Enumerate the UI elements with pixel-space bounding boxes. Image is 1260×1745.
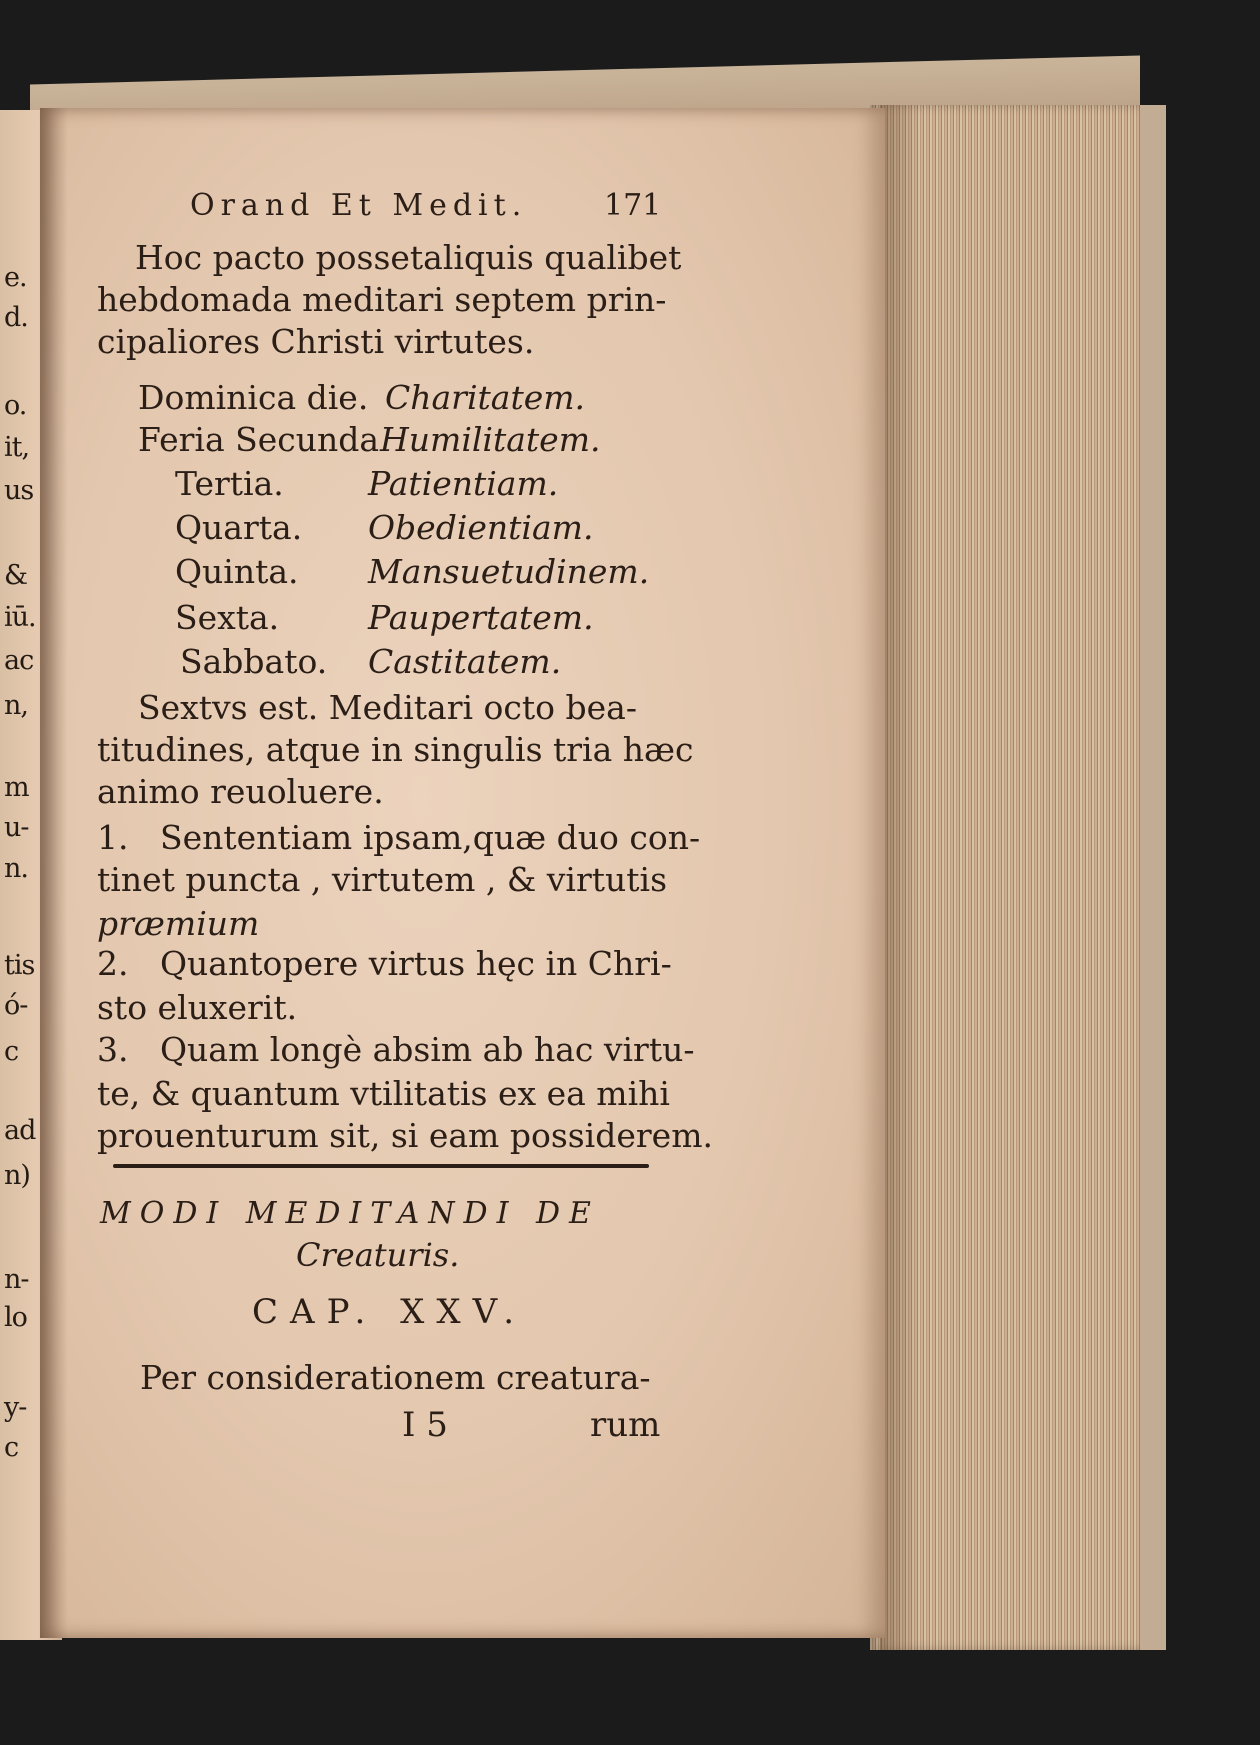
left-page-text-fragment: o. xyxy=(4,390,27,421)
body-line: animo reuoluere. xyxy=(97,772,384,811)
left-page-text-fragment: m xyxy=(4,772,29,803)
schedule-day: Feria Secunda xyxy=(138,420,380,459)
schedule-virtue: Castitatem. xyxy=(368,642,562,681)
page-number: 171 xyxy=(604,188,662,223)
left-page-text-fragment: y- xyxy=(4,1392,27,1423)
body-line: cipaliores Christi virtutes. xyxy=(97,322,535,361)
point-number: 2. xyxy=(97,944,129,983)
section-title: MODI MEDITANDI DE xyxy=(100,1196,600,1231)
left-page-text-fragment: iū. xyxy=(4,602,36,633)
schedule-day: Tertia. xyxy=(175,464,284,503)
chapter-heading: CAP. XXV. xyxy=(252,1292,526,1332)
catchword: rum xyxy=(590,1405,661,1445)
left-page-text-fragment: n- xyxy=(4,1264,29,1295)
page-gutter xyxy=(40,108,68,1638)
schedule-day: Dominica die. xyxy=(138,378,369,417)
schedule-virtue: Mansuetudinem. xyxy=(368,552,650,591)
left-page-text-fragment: n, xyxy=(4,690,28,721)
schedule-day: Sexta. xyxy=(175,598,280,637)
point-line: præmium xyxy=(97,904,260,943)
fore-edge-shadow xyxy=(880,105,920,1650)
left-page-text-fragment: us xyxy=(4,475,34,506)
section-divider-rule xyxy=(113,1164,649,1168)
running-head: Orand Et Medit. xyxy=(190,188,528,223)
section-title-continued: Creaturis. xyxy=(296,1236,460,1274)
left-page-text-fragment: tis xyxy=(4,950,35,981)
schedule-day: Quarta. xyxy=(175,508,303,547)
point-number: 1. xyxy=(97,818,129,857)
schedule-virtue: Patientiam. xyxy=(368,464,559,503)
point-line: tinet puncta , virtutem , & virtutis xyxy=(97,860,668,899)
left-page-text-fragment: lo xyxy=(4,1302,27,1333)
signature-mark: I 5 xyxy=(402,1405,448,1445)
left-page-text-fragment: n. xyxy=(4,853,28,884)
left-page-text-fragment: ad xyxy=(4,1115,36,1146)
schedule-virtue: Charitatem. xyxy=(385,378,586,417)
body-line: hebdomada meditari septem prin- xyxy=(97,280,667,319)
schedule-day: Quinta. xyxy=(175,552,299,591)
point-line: sto eluxerit. xyxy=(97,988,298,1027)
left-page-text-fragment: & xyxy=(4,560,28,591)
point-line: Quam longè absim ab hac virtu- xyxy=(160,1030,695,1069)
left-page-text-fragment: e. xyxy=(4,262,27,293)
left-page-text-fragment: n) xyxy=(4,1160,30,1191)
left-page-text-fragment: it, xyxy=(4,432,30,463)
schedule-virtue: Obedientiam. xyxy=(368,508,594,547)
schedule-day: Sabbato. xyxy=(180,642,328,681)
left-page-text-fragment: ó- xyxy=(4,990,28,1021)
left-page-text-fragment: c xyxy=(4,1432,19,1463)
point-number: 3. xyxy=(97,1030,129,1069)
body-line: Per considerationem creatura- xyxy=(140,1358,651,1397)
left-page-text-fragment: c xyxy=(4,1036,19,1067)
point-line: Quantopere virtus hęc in Chri- xyxy=(160,944,672,983)
body-line: titudines, atque in singulis tria hæc xyxy=(97,730,694,769)
left-page-text-fragment: ac xyxy=(4,645,34,676)
body-line: Sextvs est. Meditari octo bea- xyxy=(138,688,637,727)
point-line: Sententiam ipsam,quæ duo con- xyxy=(160,818,701,857)
left-page-text-fragment: d. xyxy=(4,302,28,333)
body-line: Hoc pacto possetaliquis qualibet xyxy=(135,238,682,277)
schedule-virtue: Humilitatem. xyxy=(380,420,601,459)
schedule-virtue: Paupertatem. xyxy=(368,598,594,637)
point-line: prouenturum sit, si eam possiderem. xyxy=(97,1116,713,1155)
left-page-text-fragment: u- xyxy=(4,812,29,843)
point-line: te, & quantum vtilitatis ex ea mihi xyxy=(97,1074,670,1113)
